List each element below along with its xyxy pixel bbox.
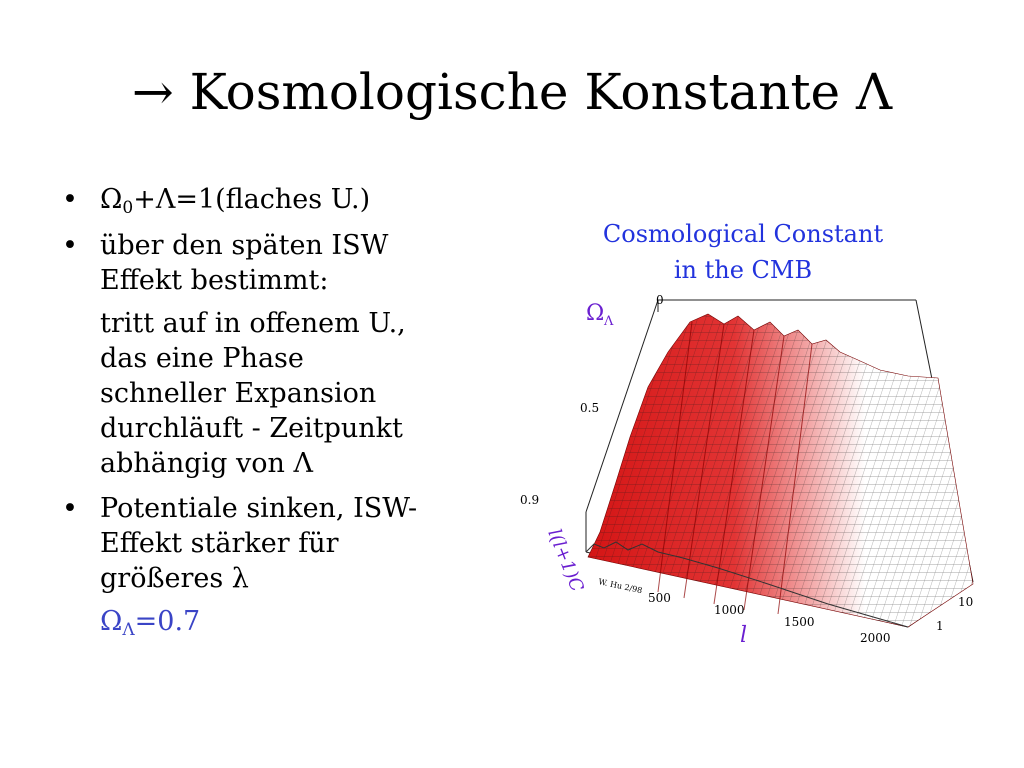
bullet-1-text: +Λ=1(flaches U.) <box>133 184 371 215</box>
omega-tick-05: 0.5 <box>580 401 600 415</box>
cmb-surface-figure <box>508 212 978 662</box>
cl-axis-label: l(l+1)C <box>543 526 588 595</box>
bullet-item-3 <box>62 491 502 596</box>
l-tick-2000: 2000 <box>860 631 891 645</box>
l-tick-1500: 1500 <box>784 615 815 629</box>
cl-axis-label-group <box>543 526 587 595</box>
bullet-dot: • <box>62 493 78 524</box>
bullet-2-line-2: Effekt bestimmt: <box>100 265 329 296</box>
bullet-dot: • <box>62 184 78 215</box>
bullet-item-2 <box>62 228 502 298</box>
depth-tick-10: 10 <box>958 595 974 609</box>
omega-symbol: Ω <box>100 184 123 215</box>
continuation-line-3: schneller Expansion <box>100 378 377 409</box>
lambda-subscript: Λ <box>122 620 135 640</box>
omega-axis-subscript: Λ <box>604 314 614 329</box>
figure-title-line-1: Cosmological Constant <box>602 220 884 248</box>
omega-axis-label: Ω <box>586 301 605 326</box>
continuation-line-1: tritt auf in offenem U., <box>100 308 406 339</box>
bullet-3-line-2: Effekt stärker für <box>100 528 339 559</box>
bullet-2-line-1: über den späten ISW <box>100 230 389 261</box>
bullet-list <box>62 182 502 650</box>
bullet-item-1 <box>62 182 502 226</box>
omega-tick-09: 0.9 <box>520 493 540 507</box>
surface-plot <box>508 212 978 662</box>
bullet-2-continuation <box>62 306 502 481</box>
continuation-line-2: das eine Phase <box>100 343 304 374</box>
credit-label: W. Hu 2/98 <box>597 577 644 596</box>
continuation-line-5: abhängig von Λ <box>100 448 314 479</box>
omega-lambda-number: =0.7 <box>134 606 201 637</box>
omega-subscript: 0 <box>122 198 134 218</box>
depth-tick-1: 1 <box>936 619 944 633</box>
slide-title: → Kosmologische Konstante Λ <box>131 63 893 121</box>
l-tick-1000: 1000 <box>714 603 745 617</box>
l-axis-label: l <box>740 623 748 648</box>
continuation-line-4: durchläuft - Zeitpunkt <box>100 413 403 444</box>
bullet-dot: • <box>62 230 78 261</box>
omega-lambda-value <box>62 604 502 648</box>
figure-title-line-2: in the CMB <box>673 256 813 284</box>
bullet-3-line-1: Potentiale sinken, ISW- <box>100 493 418 524</box>
omega-symbol: Ω <box>100 606 123 637</box>
bullet-3-line-3: größeres λ <box>100 563 249 594</box>
l-tick-500: 500 <box>648 591 671 605</box>
omega-tick-0: 0 <box>656 293 664 307</box>
